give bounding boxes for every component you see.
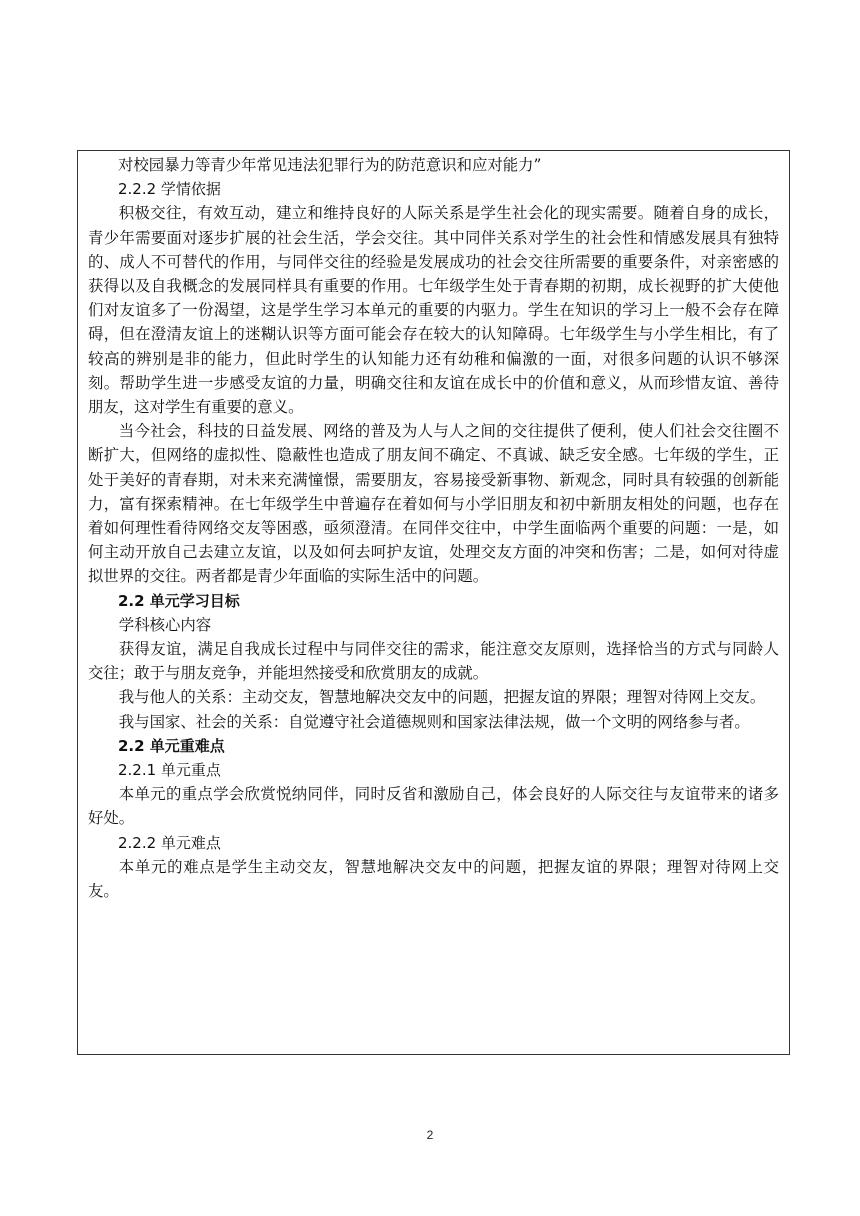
paragraph-goal-society: 我与国家、社会的关系：自觉遵守社会道德规则和国家法律法规，做一个文明的网络参与者。 [118, 712, 750, 731]
section-title-difficult-points: 2.2.2 单元难点 [118, 833, 221, 852]
page-number: 2 [426, 1128, 434, 1142]
section-title-learning-basis: 2.2.2 学情依据 [118, 180, 221, 199]
core-content-label: 学科核心内容 [118, 615, 212, 634]
paragraph-goal-friendship: 获得友谊，满足自我成长过程中与同伴交往的需求，能注意交友原则，选择恰当的方式与同龄人交往；敢于与朋友竞争，并能坦然接受和欣赏朋友的成就。 [88, 640, 779, 683]
section-title-key-difficult: 2.2 单元重难点 [118, 736, 225, 755]
paragraph-key-points: 本单元的重点学会欣赏悦纳同伴，同时反省和激励自己，体会良好的人际交往与友谊带来的诸多好处。 [88, 785, 779, 828]
content-frame [77, 150, 790, 1055]
paragraph-difficult-points: 本单元的难点是学生主动交友，智慧地解决交友中的问题，把握友谊的界限；理智对待网上交友。 [88, 857, 779, 901]
paragraph-learning-basis-2: 当今社会，科技的日益发展、网络的普及为人与人之间的交往提供了便利，使人们社会交往圈不断扩大，但网络的虚拟性、隐蔽性也造成了朋友间不确定、不真诚、缺乏安全感。七年级的学生，正处于美好的青春期，对未来充满憧憬，需要朋友，容易接受新事物、新观念，同时具有较强的创新能力，富有探索精神。在七年级学生中普遍存在着如何与小学旧朋友和初中新朋友相处的问题，也存在着如何理性看待网络交友等困惑，亟须澄清。在同伴交往中，中学生面临两个重要的问题：一是，如何主动开放自己去建立友谊，以及如何去呵护友谊，处理交友方面的冲突和伤害；二是，如何对待虚拟世界的交往。两者都是青少年面临的实际生活中的问题。 [88, 422, 779, 586]
section-title-key-points: 2.2.1 单元重点 [118, 761, 221, 780]
paragraph-learning-basis-1: 积极交往，有效互动，建立和维持良好的人际关系是学生社会化的现实需要。随着自身的成长，青少年需要面对逐步扩展的社会生活，学会交往。其中同伴关系对学生的社会性和情感发展具有独特的、成人不可替代的作用，与同伴交往的经验是发展成功的社会交往所需要的重要条件，对亲密感的获得以及自我概念的发展同样具有重要的作用。七年级学生处于青春期的初期，成长视野的扩大使他们对友谊多了一份渴望，这是学生学习本单元的重要的内驱力。学生在知识的学习上一般不会存在障碍，但在澄清友谊上的迷糊认识等方面可能会存在较大的认知障碍。七年级学生与小学生相比，有了较高的辨别是非的能力，但此时学生的认知能力还有幼稚和偏激的一面，对很多问题的认识不够深刻。帮助学生进一步感受友谊的力量，明确交往和友谊在成长中的价值和意义，从而珍惜友谊、善待朋友，这对学生有重要的意义。 [88, 204, 779, 417]
section-title-unit-goals: 2.2 单元学习目标 [118, 591, 240, 610]
continuation-line: 对校园暴力等青少年常见违法犯罪行为的防范意识和应对能力” [118, 156, 542, 174]
paragraph-goal-others: 我与他人的关系：主动交友，智慧地解决交友中的问题，把握友谊的界限；理智对待网上交友。 [118, 688, 766, 707]
